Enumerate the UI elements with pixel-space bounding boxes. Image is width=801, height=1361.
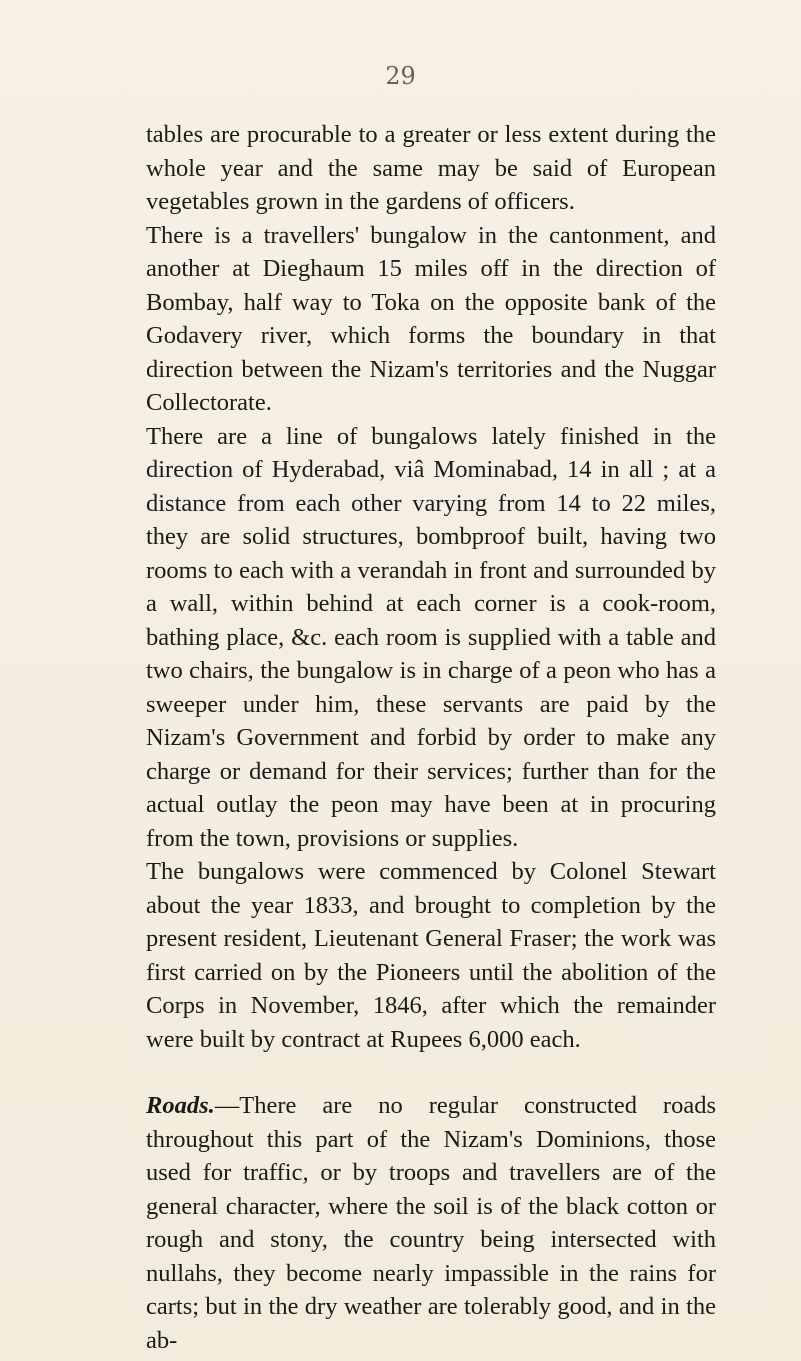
paragraph-roads — [146, 1089, 716, 1357]
paragraph-line-of-bungalows: There are a line of bungalows lately finished in the direction of Hyderabad, viâ Mominabad, 14 in all ; at a distance from each other varying from 14 to 22 miles, they are solid structures, bombproof built, having two rooms to each with a verandah in front and surrounded by a wall, within behind at each corner is a cook-room, bathing place, &c. each room is supplied with a table and two chairs, the bungalow is in charge of a peon who has a sweeper under him, these servants are paid by the Nizam's Government and forbid by order to make any charge or demand for their services; further than for the actual outlay the peon may have been at in procuring from the town, provisions or supplies. — [146, 422, 716, 852]
paragraph-bungalow-construction: The bungalows were commenced by Colonel Stewart about the year 1833, and brought to completion by the present resident, Lieutenant General Fraser; the work was first carried on by the Pioneers until the abolition of the Corps in November, 1846, after which the remainder were built by contract at Rupees 6,000 each. — [146, 858, 716, 1053]
paragraph-vegetables: tables are procurable to a greater or less extent during the whole year and the same may be said of European vegetables grown in the gardens of officers. — [146, 121, 716, 215]
body-text — [146, 118, 716, 1357]
page-number: 29 — [385, 62, 416, 90]
roads-heading: Roads. — [146, 1092, 215, 1119]
roads-text: —There are no regular constructed roads throughout this part of the Nizam's Dominions, those used for traffic, or by troops and travellers are of the general character, where the soil is of the black cotton or rough and stony, the country being intersected with nullahs, they become nearly impassible in the rains for carts; but in the dry weather are tolerably good, and in the ab- — [146, 1092, 716, 1354]
paragraph-travellers-bungalow: There is a travellers' bungalow in the cantonment, and another at Dieghaum 15 miles off in the direction of Bombay, half way to Toka on the opposite bank of the Godavery river, which forms the boundary in that direction between the Nizam's territories and the Nuggar Collectorate. — [146, 221, 716, 416]
